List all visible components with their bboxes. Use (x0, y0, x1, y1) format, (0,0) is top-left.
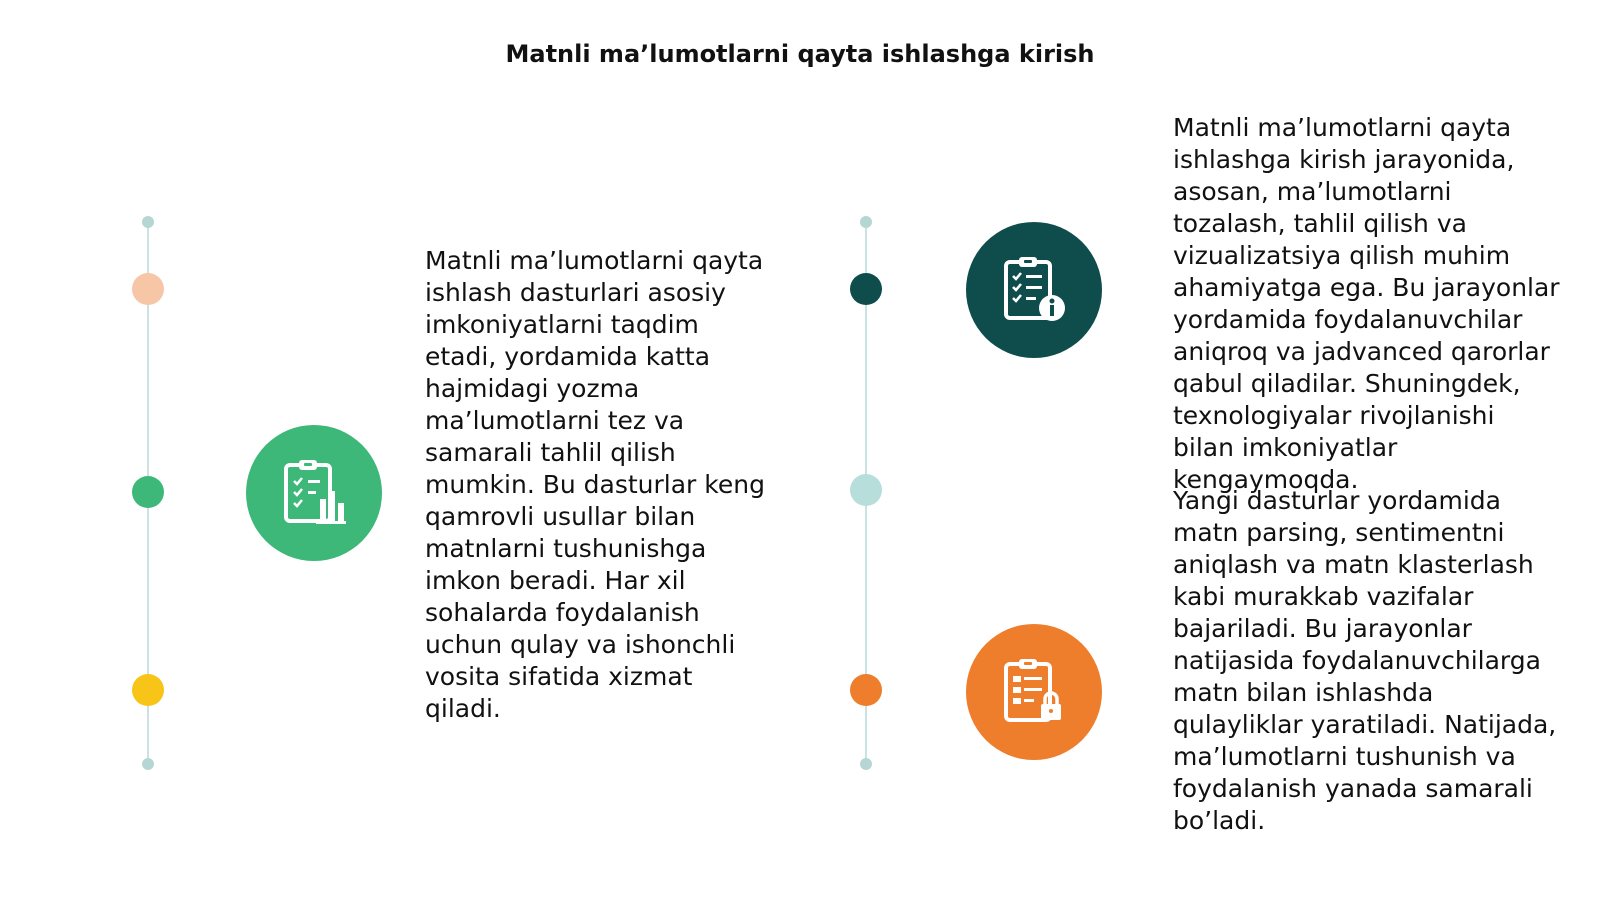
right-timeline-dark-teal-dot (850, 273, 882, 305)
right-bottom-paragraph: Yangi dasturlar yordamida matn parsing, sentimentni aniqlash va matn klasterlash kabi murakkab vazifalar bajariladi. Bu jarayonlar natijasida foydalanuvchilarga matn bilan ishlashda qulayliklar yaratiladi. Natijada, ma’lumotlarni tushunish va foydalanish yanada samarali bo’ladi. (1173, 486, 1557, 835)
clipboard-lock-icon (1000, 658, 1068, 726)
right-timeline-bottom-end-dot (860, 758, 872, 770)
right-top-paragraph: Matnli ma’lumotlarni qayta ishlashga kirish jarayonida, asosan, ma’lumotlarni tozalash, tahlil qilish va vizualizatsiya qilish muhim ahamiyatga ega. Bu jarayonlar yordamida foydalanuvchilar aniqroq va jadvanced qarorlar qabul qiladilar. Shuningdek, texnologiyalar rivojlanishi bilan imkoniyatlar kengaymoqda. (1173, 113, 1560, 494)
right-timeline-light-teal-dot (850, 474, 882, 506)
page-title: Matnli ma’lumotlarni qayta ishlashga kirish (505, 40, 1095, 68)
left-timeline-green-dot (132, 476, 164, 508)
left-paragraph: Matnli ma’lumotlarni qayta ishlash dasturlari asosiy imkoniyatlarni taqdim etadi, yordamida katta hajmidagi yozma ma’lumotlarni tez va samarali tahlil qilish mumkin. Bu dasturlar keng qamrovli usullar bilan matnlarni tushunishga imkon beradi. Har xil sohalarda foydalanish uchun qulay va ishonchli vosita sifatida xizmat qiladi. (425, 246, 765, 723)
right-timeline-top-end-dot (860, 216, 872, 228)
left-timeline-bottom-end-dot (142, 758, 154, 770)
left-timeline-yellow-dot (132, 674, 164, 706)
left-icon-circle (246, 425, 382, 561)
right-timeline-orange-dot (850, 674, 882, 706)
clipboard-checklist-info-icon (1000, 256, 1068, 324)
right-bottom-icon-circle (966, 624, 1102, 760)
clipboard-chart-icon (280, 459, 348, 527)
right-top-icon-circle (966, 222, 1102, 358)
left-timeline-top-end-dot (142, 216, 154, 228)
left-timeline-peach-dot (132, 273, 164, 305)
